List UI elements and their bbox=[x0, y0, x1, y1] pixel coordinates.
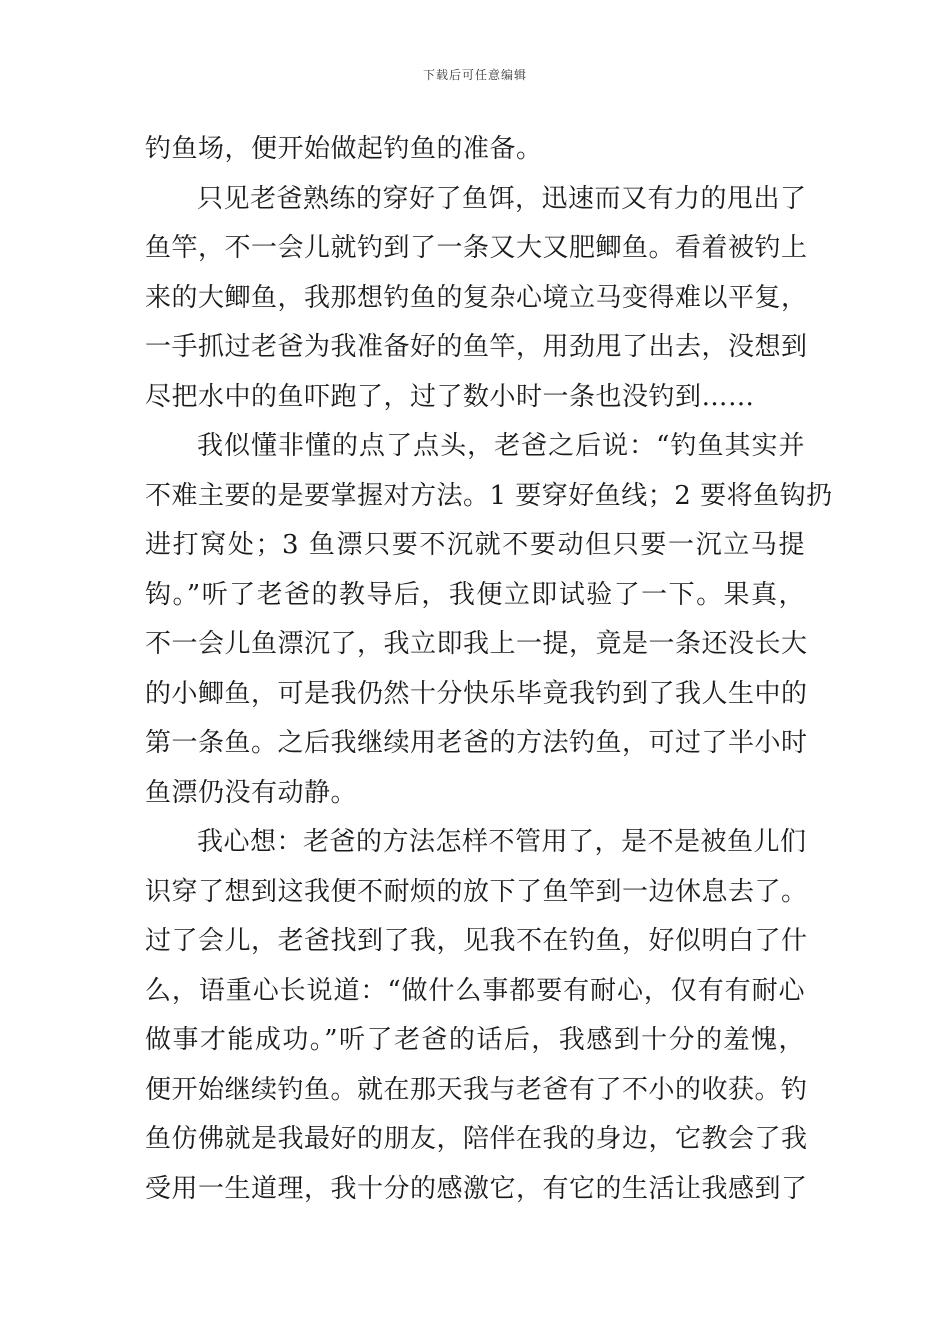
text-line: 我心想：老爸的方法怎样不管用了，是不是被鱼儿们 bbox=[197, 827, 807, 857]
text-line: 钓鱼场，便开始做起钓鱼的准备。 bbox=[145, 134, 543, 164]
document-body bbox=[145, 125, 833, 1214]
text-line: 不一会儿鱼漂沉了，我立即我上一提，竟是一条还没长大 bbox=[145, 629, 808, 659]
text-line: 来的大鲫鱼，我那想钓鱼的复杂心境立马变得难以平复， bbox=[145, 282, 808, 313]
text-line: 第一条鱼。之后我继续用老爸的方法钓鱼，可过了半小时 bbox=[145, 728, 808, 758]
text-line: 我似懂非懂的点了点头，老爸之后说：“钓鱼其实并 bbox=[197, 431, 805, 461]
text-line: 过了会儿，老爸找到了我，见我不在钓鱼，好似明白了什 bbox=[145, 926, 808, 956]
text-line: 尽把水中的鱼吓跑了，过了数小时一条也没钓到…… bbox=[145, 381, 755, 412]
text-line: 受用一生道理，我十分的感激它，有它的生活让我感到了 bbox=[145, 1173, 808, 1204]
text-line: 只见老爸熟练的穿好了鱼饵，迅速而又有力的甩出了 bbox=[197, 183, 807, 214]
text-line: 鱼竿，不一会儿就钓到了一条又大又肥鲫鱼。看着被钓上 bbox=[145, 233, 808, 263]
text-line: 进打窝处；3 鱼漂只要不沉就不要动但只要一沉立马提 bbox=[145, 530, 805, 560]
text-line: 便开始继续钓鱼。就在那天我与老爸有了不小的收获。钓 bbox=[145, 1074, 808, 1105]
text-line: 识穿了想到这我便不耐烦的放下了鱼竿到一边休息去了。 bbox=[145, 876, 808, 907]
text-line: 做事才能成功。”听了老爸的话后，我感到十分的羞愧， bbox=[145, 1025, 805, 1055]
page-header-note: 下载后可任意编辑 bbox=[422, 68, 527, 82]
text-line: 钩。”听了老爸的教导后，我便立即试验了一下。果真， bbox=[145, 579, 805, 610]
text-line: 的小鲫鱼，可是我仍然十分快乐毕竟我钓到了我人生中的 bbox=[145, 678, 808, 709]
text-line: 一手抓过老爸为我准备好的鱼竿，用劲甩了出去，没想到 bbox=[145, 332, 808, 362]
text-line: 鱼漂仍没有动静。 bbox=[145, 777, 358, 808]
text-line: 么，语重心长说道：“做什么事都要有耐心，仅有有耐心 bbox=[145, 975, 805, 1006]
text-line: 鱼仿佛就是我最好的朋友，陪伴在我的身边，它教会了我 bbox=[145, 1124, 808, 1154]
text-line: 不难主要的是要掌握对方法。1 要穿好鱼线；2 要将鱼钩扔 bbox=[145, 480, 833, 511]
